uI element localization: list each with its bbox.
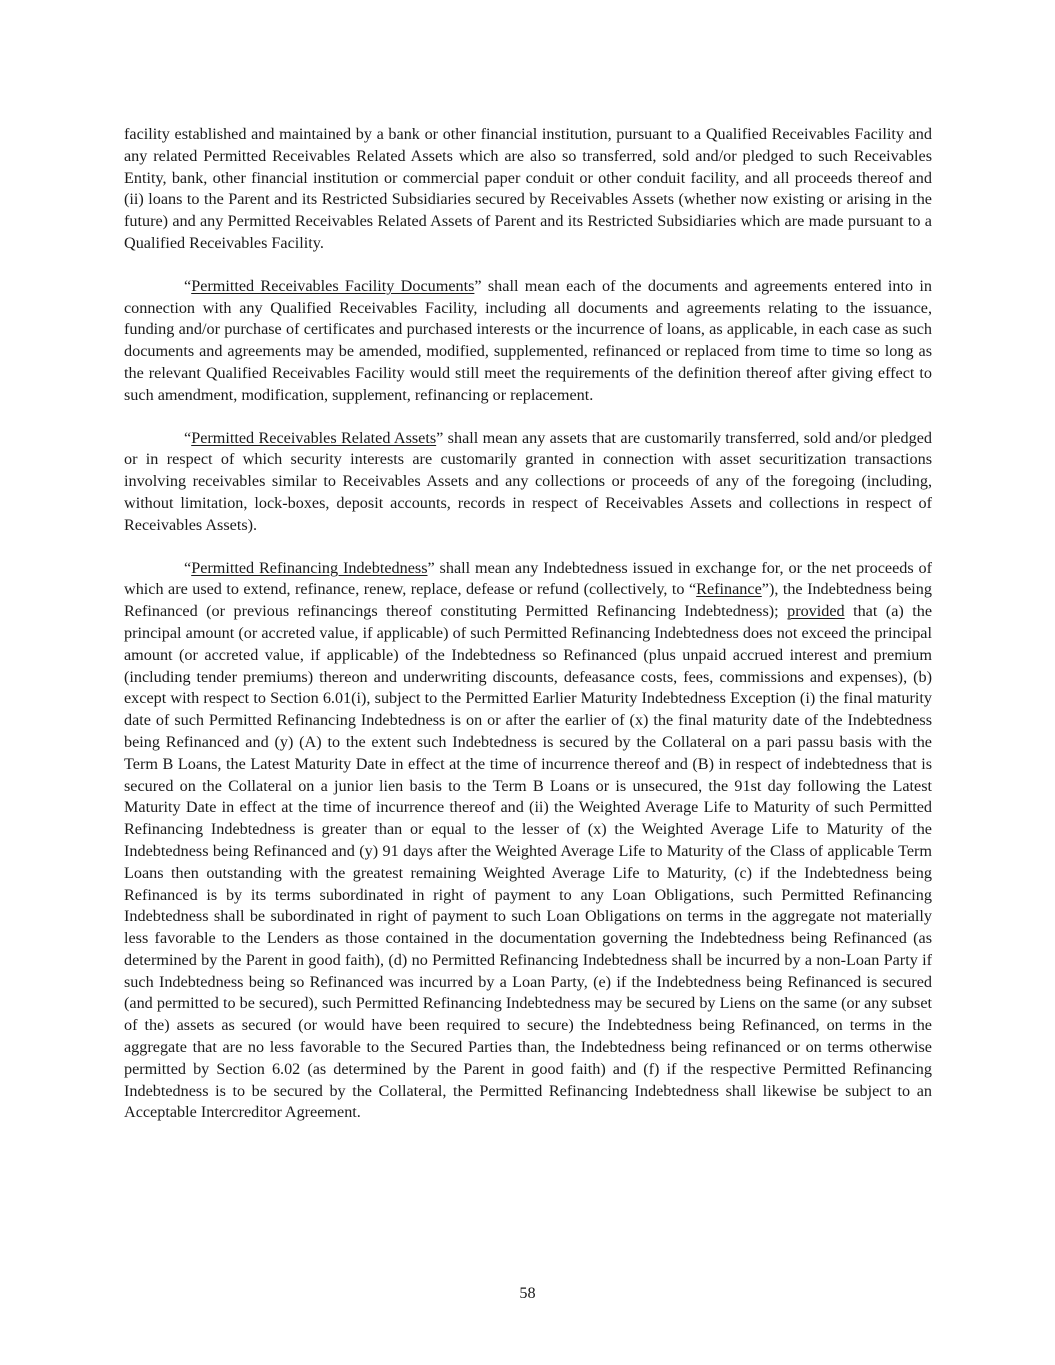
open-quote: “ bbox=[184, 276, 192, 295]
definition-text: ” shall mean each of the documents and agreements entered into in connection with any Qualified Receivables Facility, including all documents and agreements relating to the issuance, funding and/or purchase of certificates and purchased interests or the incurrence of loans, as applicable, in each case as such documents and agreements may be amended, modified, supplemented, refinanced or replaced from time to time so long as the relevant Qualified Receivables Facility would still meet the requirements of the definition thereof after giving effect to such amendment, modification, supplement, refinancing or replacement. bbox=[124, 276, 932, 404]
defined-term-refinance: Refinance bbox=[696, 580, 762, 599]
defined-term: Permitted Receivables Related Assets bbox=[191, 428, 437, 447]
open-quote: “ bbox=[184, 428, 192, 447]
provided-term: provided bbox=[787, 602, 845, 621]
paragraph-permitted-receivables-facility-documents bbox=[124, 276, 932, 407]
open-quote: “ bbox=[184, 558, 192, 577]
paragraph-permitted-receivables-related-assets bbox=[124, 428, 932, 537]
document-body bbox=[124, 124, 932, 1145]
paragraph-text: facility established and maintained by a bank or other financial institution, pursuant to a Qualified Receivables Facility and any related Permitted Receivables Related Assets which are also so transferred, sold and/or pledged to such Receivables Entity, bank, other financial institution or commercial paper conduit or other conduit facility, and all proceeds thereof and (ii) loans to the Parent and its Restricted Subsidiaries secured by Receivables Assets (whether now existing or arising in the future) and any Permitted Receivables Related Assets of Parent and its Restricted Subsidiaries which are made pursuant to a Qualified Receivables Facility. bbox=[124, 125, 932, 252]
paragraph-receivables-facility-continuation bbox=[124, 124, 932, 255]
definition-text: ”), the Indebtedness being Refinanced (or previous refinancings thereof constituting Permitted Refinancing Indebtedness); bbox=[124, 580, 932, 621]
definition-text: ” shall mean any Indebtedness issued in exchange for, or the net proceeds of which are used to extend, refinance, renew, replace, defease or refund (collectively, to “ bbox=[124, 558, 932, 599]
definition-text: ” shall mean any assets that are customarily transferred, sold and/or pledged or in respect of which security interests are customarily granted in connection with asset securitization transactions involving receivables similar to Receivables Assets and any collections or proceeds of any of the foregoing (including, without limitation, lock-boxes, deposit accounts, records in respect of Receivables Assets and collections in respect of Receivables Assets). bbox=[124, 428, 932, 534]
definition-text: that (a) the principal amount (or accreted value, if applicable) of such Permitted Refinancing Indebtedness does not exceed the principal amount (or accreted value, if applicable) of the Indebtedness so Refinanced (plus unpaid accrued interest and premium (including tender premiums) thereon and underwriting discounts, defeasance costs, fees, commissions and expenses), (b) except with respect to Section 6.01(i), subject to the Permitted Earlier Maturity Indebtedness Exception (i) the final maturity date of such Permitted Refinancing Indebtedness is on or after the earlier of (x) the final maturity date of the Indebtedness being Refinanced and (y) (A) to the extent such Indebtedness is secured by the Collateral on a pari passu basis with the Term B Loans, the Latest Maturity Date in effect at the time of incurrence thereof and (B) in respect of indebtedness that is secured on the Collateral on a junior lien basis to the Term B Loans or is unsecured, the 91st day following the Latest Maturity Date in effect at the time of incurrence thereof and (ii) the Weighted Average Life to Maturity of such Permitted Refinancing Indebtedness is greater than or equal to the lesser of (x) the Weighted Average Life to Maturity of the Indebtedness being Refinanced and (y) 91 days after the Weighted Average Life to Maturity of the Class of applicable Term Loans then outstanding with the greatest remaining Weighted Average Life to Maturity, (c) if the Indebtedness being Refinanced is by its terms subordinated in right of payment to any Loan Obligations, such Permitted Refinancing Indebtedness shall be subordinated in right of payment to such Loan Obligations on terms in the aggregate not materially less favorable to the Lenders as those contained in the documentation governing the Indebtedness being Refinanced (as determined by the Parent in good faith), (d) no Permitted Refinancing Indebtedness shall be incurred by a non-Loan Party if such Indebtedness being so Refinanced was incurred by a Loan Party, (e) if the Indebtedness being Refinanced is secured (and permitted to be secured), such Permitted Refinancing Indebtedness may be secured by Liens on the same (or any subset of the) assets as secured (or would have been required to secure) the Indebtedness being Refinanced, on terms in the aggregate that are no less favorable to the Secured Parties than, the Indebtedness being refinanced or on terms otherwise permitted by Section 6.02 (as determined by the Parent in good faith) and (f) if the respective Permitted Refinancing Indebtedness is to be secured by the Collateral, the Permitted Refinancing Indebtedness shall likewise be subject to an Acceptable Intercreditor Agreement. bbox=[124, 602, 932, 1122]
defined-term: Permitted Receivables Facility Documents bbox=[191, 276, 475, 295]
paragraph-permitted-refinancing-indebtedness bbox=[124, 558, 932, 1125]
page-number: 58 bbox=[519, 1284, 536, 1302]
defined-term: Permitted Refinancing Indebtedness bbox=[191, 558, 428, 577]
